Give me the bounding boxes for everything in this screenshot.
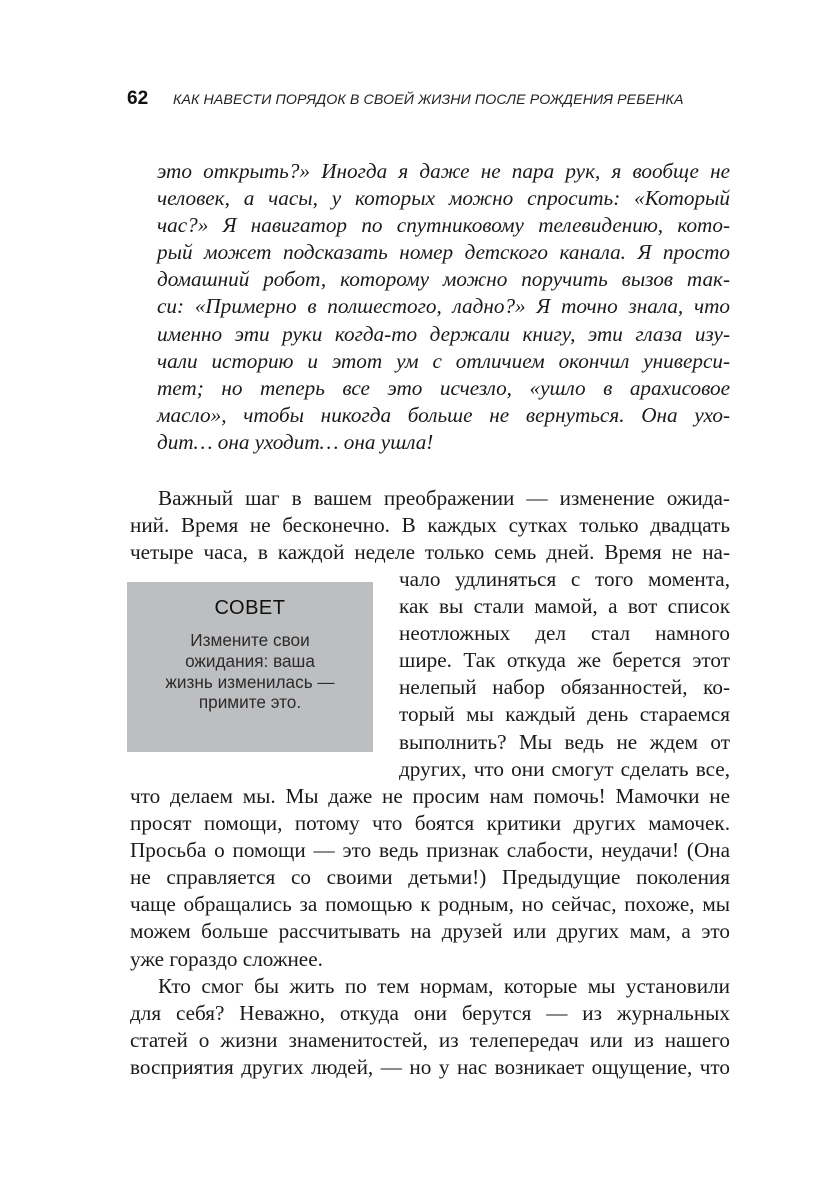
page-number: 62 — [127, 88, 149, 109]
body-line: Кто смог бы жить по тем нормам, которые мы установили — [158, 973, 730, 998]
body-line: можем больше рассчитывать на друзей или других мам, а это — [130, 919, 730, 944]
quote-line: человек, а часы, у которых можно спросить: «Который — [157, 186, 730, 211]
paragraph-1-bottom-and-2 — [130, 783, 730, 1081]
body-line: чаще обращались за помощью к родным, но сейчас, похоже, мы — [130, 892, 730, 917]
quote-line: си: «Примерно в полшестого, ладно?» Я точно знала, что — [157, 294, 730, 319]
body-line: Просьба о помощи — это ведь признак слабости, неудачи! (Она — [130, 838, 730, 863]
tip-line: Измените свои — [190, 630, 310, 650]
quote-line: домашний робот, которому можно поручить вызов так- — [157, 267, 730, 292]
body-line: неотложных дел стал намного — [399, 621, 730, 646]
body-line: торый мы каждый день стараемся — [399, 702, 730, 727]
quote-line: рый может подсказать номер детского канала. Я просто — [157, 240, 730, 265]
body-line: что делаем мы. Мы даже не просим нам помочь! Мамочки не — [130, 784, 730, 808]
body-line: четыре часа, в каждой неделе только семь дней. Время не на- — [130, 540, 730, 565]
body-line: просят помощи, потому что боятся критики других мамочек. — [130, 811, 730, 836]
tip-sidebar — [127, 582, 373, 752]
running-head — [127, 88, 737, 112]
quote-line: масло», чтобы никогда больше не вернуться. Она ухо- — [157, 402, 730, 427]
quote-line: тет; но теперь все это исчезло, «ушло в арахисовое — [157, 375, 730, 400]
body-line: выполнить? Мы ведь не ждем от — [399, 729, 730, 754]
paragraph-1-top — [130, 485, 730, 566]
body-line: как вы стали мамой, а вот список — [399, 594, 730, 619]
body-line: не справляется со своими детьми!) Предыдущие поколения — [130, 865, 730, 890]
body-line: Важный шаг в вашем преображении — изменение ожида- — [158, 486, 730, 510]
body-line: уже гораздо сложнее. — [130, 946, 323, 971]
quote-line: чали историю и этот ум с отличием окончил универси- — [157, 348, 730, 373]
body-line: ний. Время не бесконечно. В каждых сутках только двадцать — [130, 513, 730, 538]
quote-block — [157, 158, 730, 456]
body-line: чало удлиняться с того момента, — [399, 567, 730, 591]
quote-line: именно эти руки когда-то держали книгу, эти глаза изу- — [157, 321, 730, 346]
book-title: КАК НАВЕСТИ ПОРЯДОК В СВОЕЙ ЖИЗНИ ПОСЛЕ РОЖДЕНИЯ РЕБЕНКА — [173, 92, 684, 108]
quote-line: час?» Я навигатор по спутниковому телевидению, кото- — [157, 213, 730, 238]
body-line: других, что они смогут сделать все, — [399, 756, 730, 781]
quote-line: дит… она уходит… она ушла! — [157, 429, 434, 454]
body-line: восприятия других людей, — но у нас возникает ощущение, что — [130, 1054, 730, 1079]
body-line: для себя? Неважно, откуда они берутся — из журнальных — [130, 1000, 730, 1025]
tip-title: СОВЕТ — [214, 597, 286, 619]
tip-line: примите это. — [198, 692, 302, 713]
quote-line: это открыть?» Иногда я даже не пара рук, я вообще не — [157, 159, 730, 183]
paragraph-1-wrap — [399, 566, 730, 783]
tip-line: жизнь изменилась — — [165, 671, 335, 692]
body-line: статей о жизни знаменитостей, из телепередач или из нашего — [130, 1027, 730, 1052]
body-line: шире. Так откуда же берется этот — [399, 648, 730, 673]
tip-body — [127, 630, 373, 713]
body-line: нелепый набор обязанностей, ко- — [399, 675, 730, 700]
tip-line: ожидания: ваша — [185, 650, 315, 671]
